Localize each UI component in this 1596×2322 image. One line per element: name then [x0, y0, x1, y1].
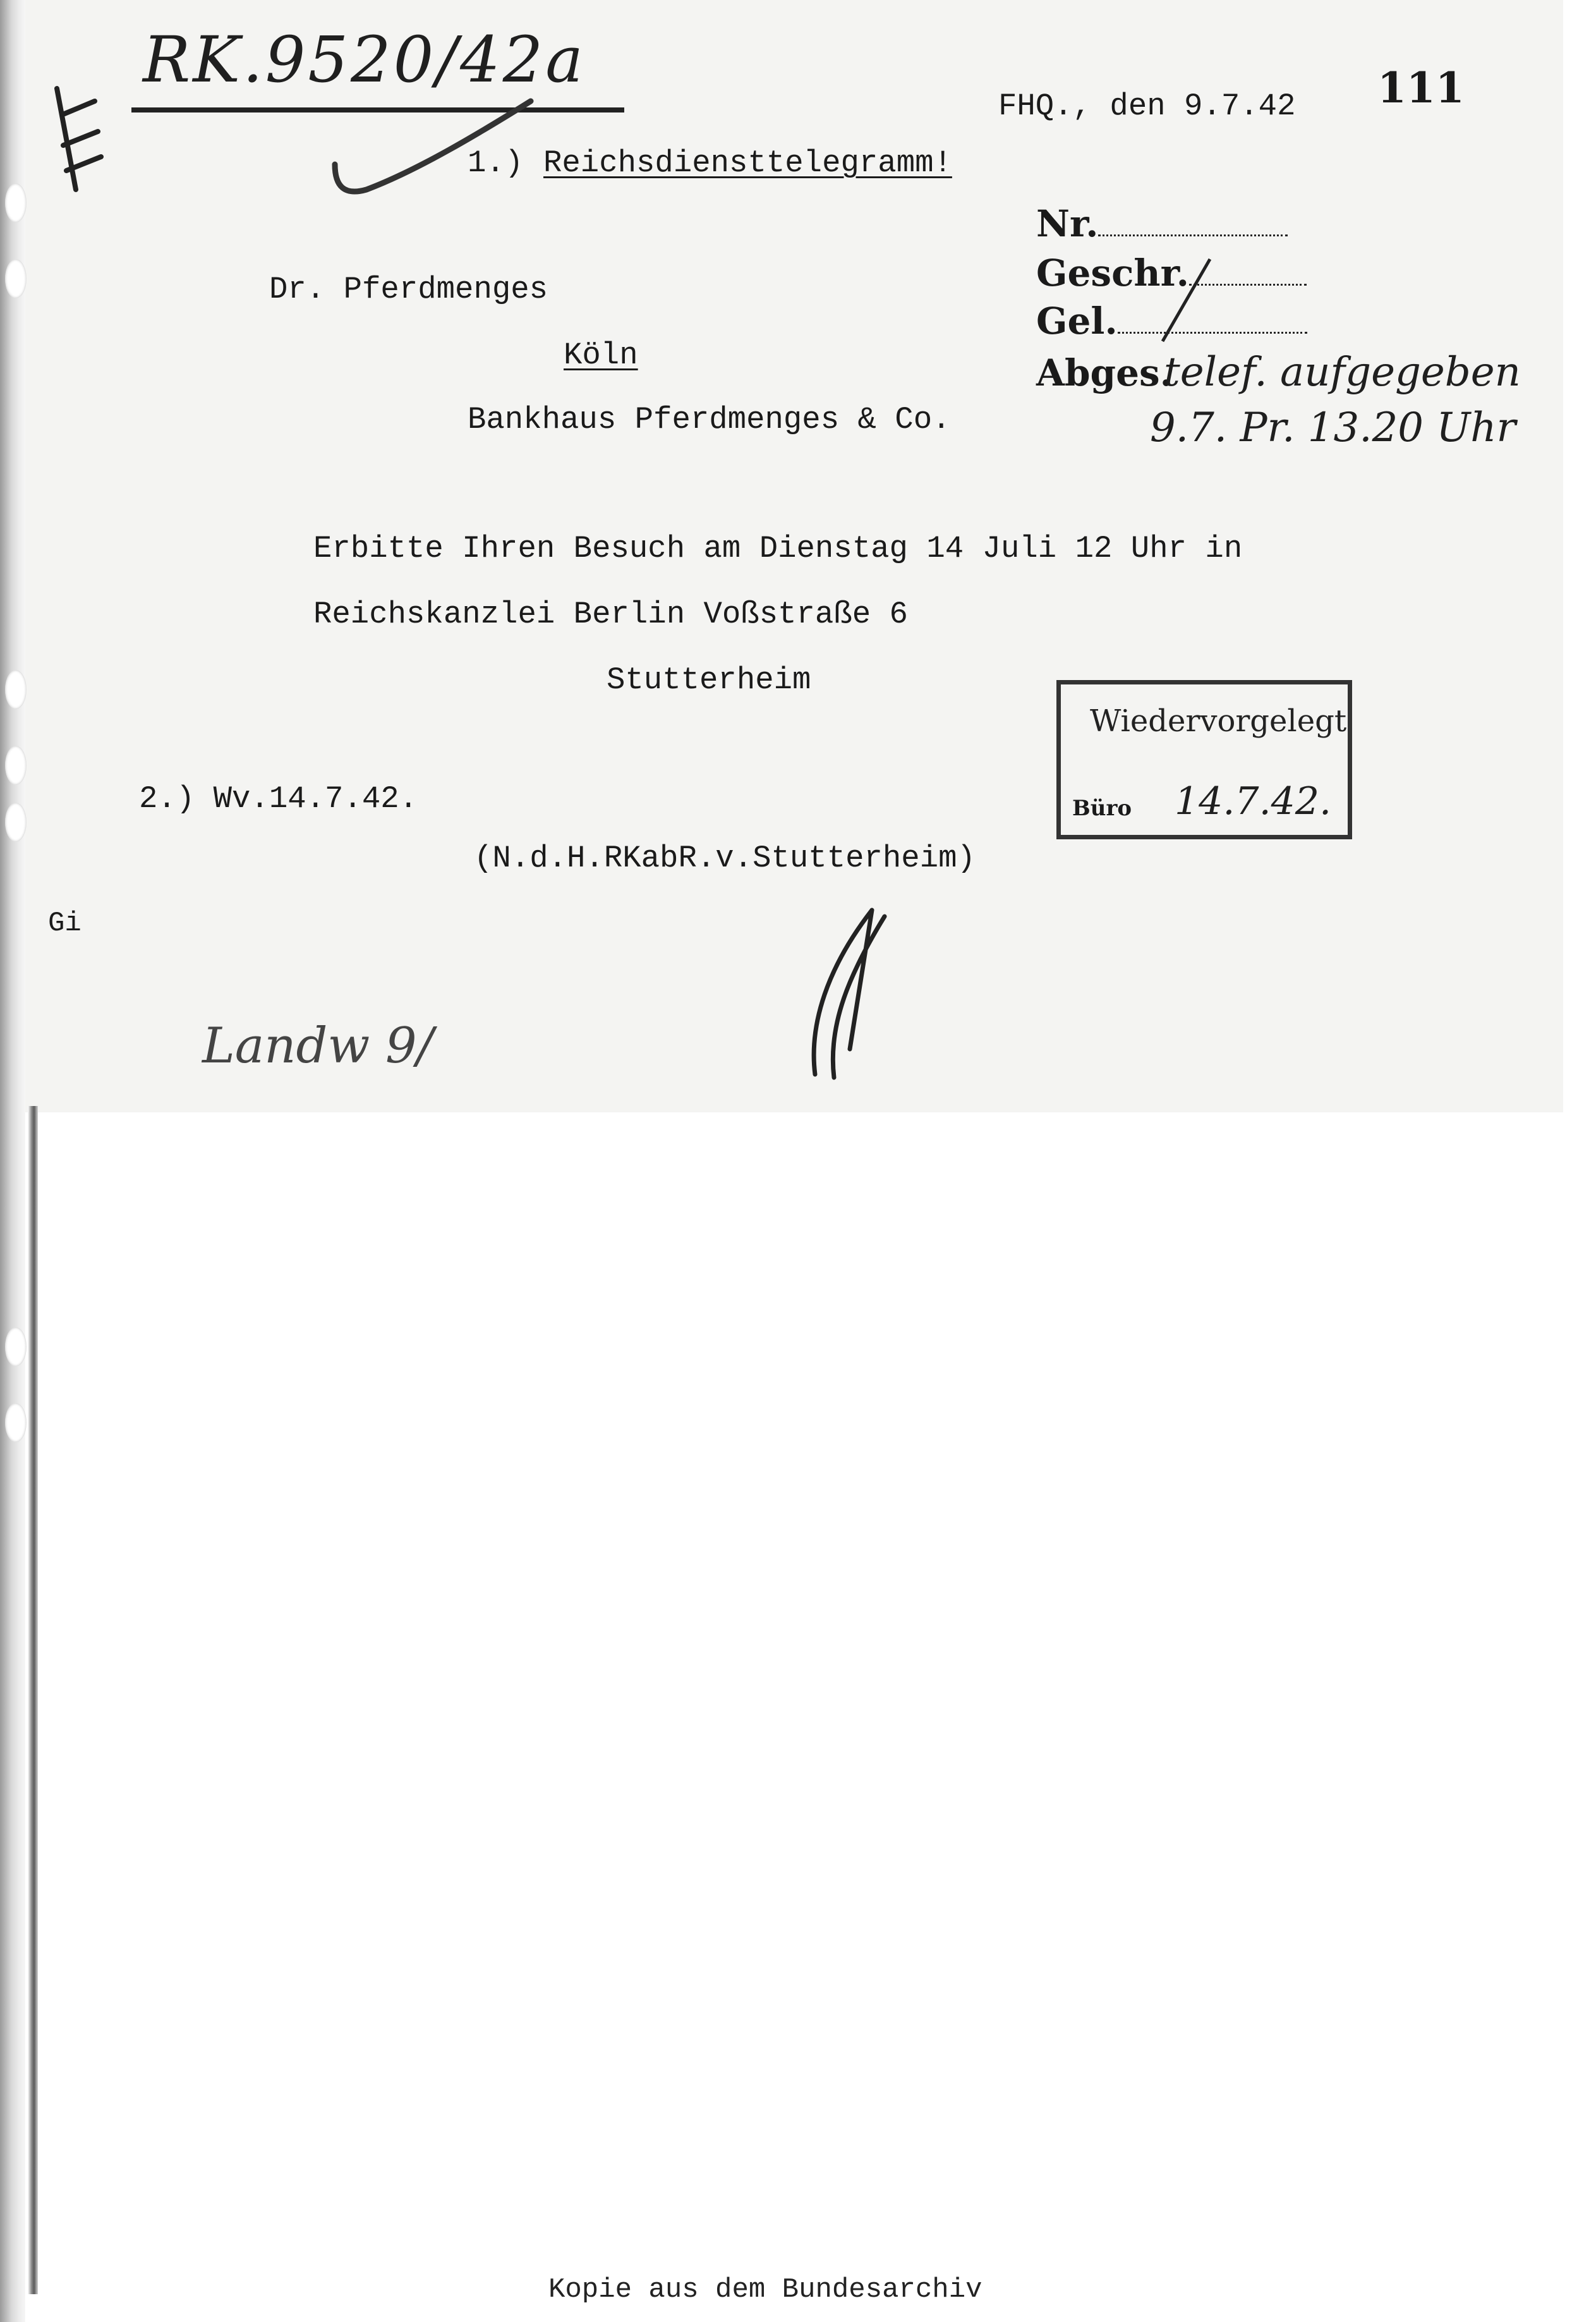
wiedervorgelegt-stamp: [1056, 680, 1352, 839]
handwritten-slash-icon: [1150, 253, 1226, 348]
typist-initials: Gi: [48, 908, 82, 939]
punch-hole: [5, 746, 27, 785]
punch-hole: [5, 670, 27, 709]
nr-row: [1036, 202, 1288, 245]
nr-label: Nr.: [1036, 202, 1099, 245]
punch-hole: [5, 259, 27, 298]
stamp-office-label: Büro: [1072, 796, 1132, 821]
punch-hole: [5, 1327, 27, 1366]
handwritten-note: Landw 9/: [202, 1018, 433, 1074]
stamp-title: Wiedervorgelegt: [1090, 703, 1347, 739]
geschr-label: Geschr.: [1036, 252, 1189, 295]
message-line1: Erbitte Ihren Besuch am Dienstag 14 Juli 12 Uhr in: [313, 531, 1243, 566]
gel-label: Gel.: [1036, 300, 1118, 343]
abges-handwritten-line2: 9.7. Pr. 13.20 Uhr: [1150, 404, 1516, 451]
item1-number: 1.): [468, 145, 524, 181]
page-number: 111: [1377, 63, 1465, 112]
abges-label: Abges.: [1036, 351, 1173, 394]
recipient-name: Dr. Pferdmenges: [269, 272, 548, 307]
closing-note: (N.d.H.RKabR.v.Stutterheim): [474, 841, 976, 876]
item2-text: 2.) Wv.14.7.42.: [139, 781, 418, 817]
punch-hole: [5, 803, 27, 842]
punch-hole: [5, 1403, 27, 1442]
place-date: FHQ., den 9.7.42: [998, 88, 1296, 124]
file-number: RK.9520/42a: [143, 23, 586, 97]
recipient-bank: Bankhaus Pferdmenges & Co.: [468, 402, 951, 437]
nr-blank: [1098, 232, 1288, 236]
abges-handwritten: telef. aufgegeben: [1164, 349, 1521, 396]
recipient-city: Köln: [564, 337, 638, 373]
initials-signature-icon: [790, 897, 904, 1087]
item1-title: Reichsdiensttelegramm!: [543, 145, 952, 181]
binder-edge-line: [28, 1106, 38, 2294]
archive-footer: Kopie aus dem Bundesarchiv: [548, 2274, 982, 2306]
message-line2: Reichskanzlei Berlin Voßstraße 6: [313, 597, 908, 632]
punch-hole: [5, 183, 27, 222]
binder-edge: [0, 0, 25, 2322]
stamp-date: 14.7.42.: [1175, 779, 1332, 824]
message-signature: Stutterheim: [607, 662, 811, 698]
